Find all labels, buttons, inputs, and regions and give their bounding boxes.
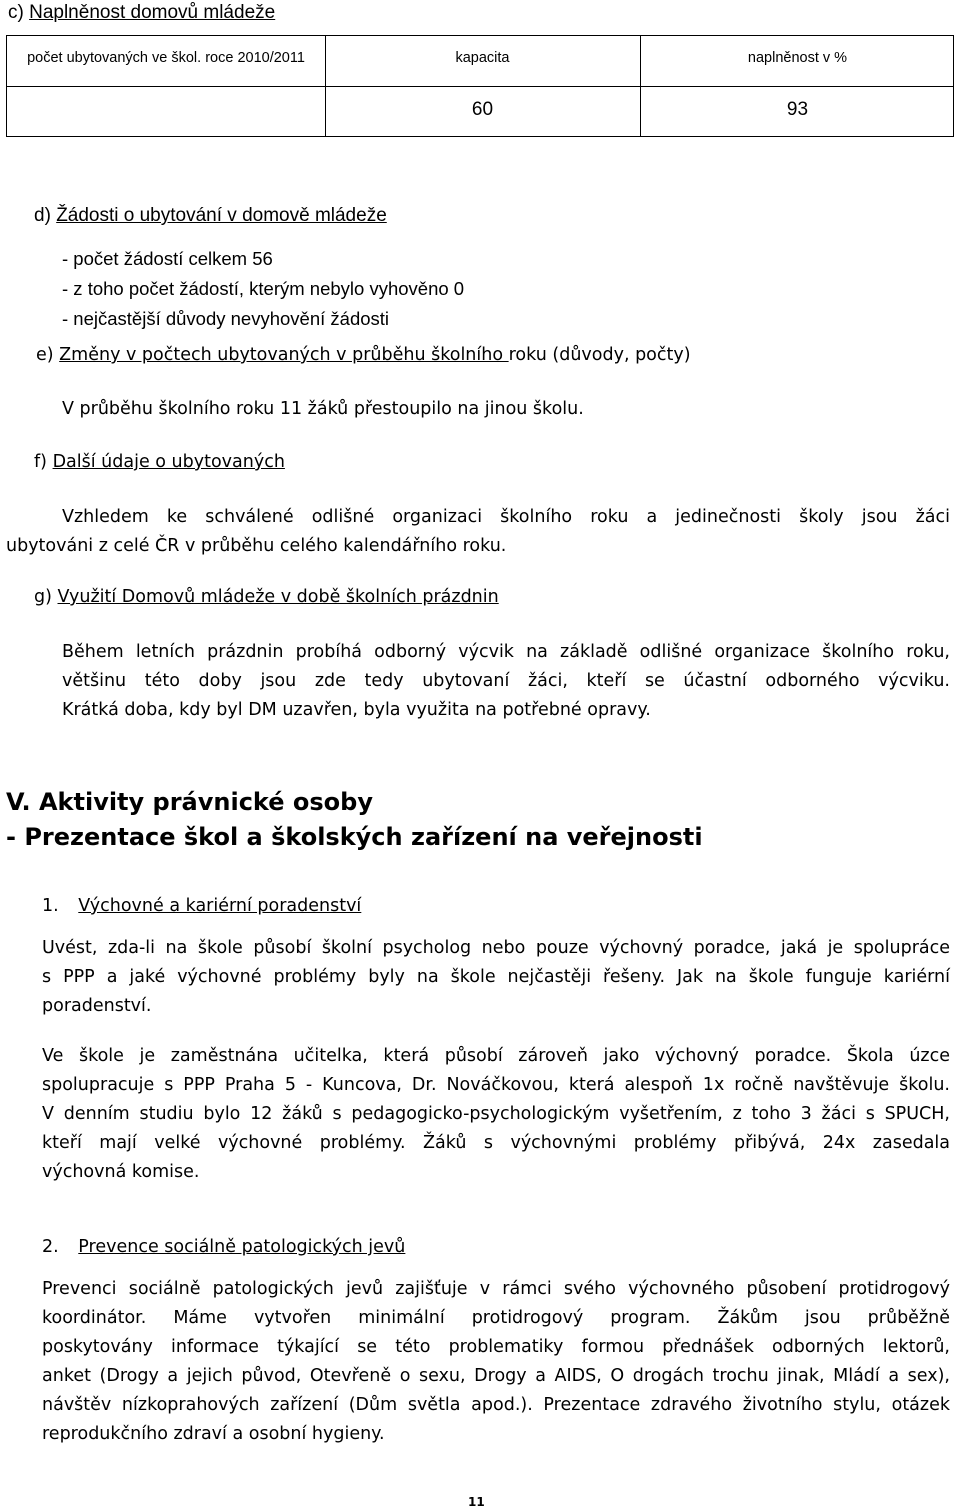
table-value-cell: 60 — [471, 99, 494, 120]
paragraph-line: většinu této doby jsou zde tedy ubytovaní žáci, kteří se účastní odborného výcviku. — [62, 671, 950, 691]
section-e-title: Změny v počtech ubytovaných v průběhu školního — [59, 345, 509, 365]
paragraph-line: kteří mají velké výchovné problémy. Žáků s výchovnými problémy přibývá, 24x zasedala — [42, 1133, 950, 1153]
paragraph-line: návštěv nízkoprahových zařízení (Dům světla apod.). Prezentace zdravého životního stylu, otázek — [42, 1395, 950, 1415]
paragraph-line: Prevenci sociálně patologických jevů zajišťuje v rámci svého výchovného působení protidrogový — [42, 1279, 950, 1299]
section-f-title: Další údaje o ubytovaných — [52, 452, 285, 472]
item-1-heading — [42, 896, 361, 916]
list-item: - počet žádostí celkem 56 — [62, 248, 273, 269]
item-1-title: Výchovné a kariérní poradenství — [78, 896, 362, 916]
paragraph-line: poradenství. — [42, 996, 152, 1016]
item-2-paragraph — [42, 1275, 950, 1449]
item-1-paragraph-2 — [42, 1042, 950, 1187]
paragraph-line: Uvést, zda-li na škole působí školní psycholog nebo pouze výchovný poradce, jaká je spolupráce — [42, 938, 950, 958]
paragraph-line: Krátká doba, kdy byl DM uzavřen, byla využita na potřebné opravy. — [62, 700, 651, 720]
paragraph-line: reprodukčního zdraví a osobní hygieny. — [42, 1424, 385, 1444]
item-1-paragraph-1 — [42, 934, 950, 1021]
table-header-cell: naplněnost v % — [747, 50, 848, 66]
section-g-title: Využití Domovů mládeže v době školních prázdnin — [57, 587, 499, 607]
paragraph-line: poskytovány informace týkající se této problematiky formou přednášek odborných lektorů, — [42, 1337, 950, 1357]
paragraph-line: Vzhledem ke schválené odlišné organizaci školního roku a jedinečnosti školy jsou žáci — [62, 507, 950, 527]
item-2-heading — [42, 1237, 405, 1257]
table-header-cell: počet ubytovaných ve škol. roce 2010/2011 — [27, 50, 305, 66]
section-e-heading — [36, 345, 691, 365]
section-g-paragraph — [62, 638, 950, 725]
section-d-title: Žádosti o ubytování v domově mládeže — [56, 205, 387, 226]
paragraph-line: výchovná komise. — [42, 1162, 200, 1182]
section-g-prefix: g) — [34, 587, 58, 607]
section-e-prefix: e) — [36, 345, 60, 365]
list-item: - z toho počet žádostí, kterým nebylo vyhověno 0 — [62, 278, 465, 299]
section-e-text: V průběhu školního roku 11 žáků přestoupilo na jinou školu. — [62, 399, 584, 419]
item-2-title: Prevence sociálně patologických jevů — [78, 1237, 406, 1257]
section-e-suffix: roku (důvody, počty) — [508, 345, 691, 365]
paragraph-line: anket (Drogy a jejich původ, Otevřeně o sexu, Drogy a AIDS, O drogách trochu jinak, Mládí a sex), — [42, 1366, 950, 1386]
paragraph-line: s PPP a jaké výchovné problémy byly na škole nejčastěji řešeny. Jak na škole funguje kariérní — [42, 967, 950, 987]
table-value-cell: 93 — [786, 99, 809, 120]
section-f-prefix: f) — [34, 452, 53, 472]
section-c-title: Naplněnost domovů mládeže — [29, 2, 276, 23]
paragraph-line: Ve škole je zaměstnána učitelka, která působí zároveň jako výchovný poradce. Škola úzce — [42, 1046, 950, 1066]
section-c-heading — [8, 2, 275, 24]
item-2-number: 2. — [42, 1237, 59, 1257]
list-item: - nejčastější důvody nevyhovění žádosti — [62, 308, 390, 329]
chapter-heading — [6, 785, 703, 855]
section-d-heading — [34, 205, 387, 227]
section-f-paragraph — [6, 503, 950, 561]
paragraph-line: V denním studiu bylo 12 žáků s pedagogicko-psychologickým vyšetřením, z toho 3 žáci s SPUCH, — [42, 1104, 950, 1124]
paragraph-line: Během letních prázdnin probíhá odborný výcvik na základě odlišné organizace školního roku, — [62, 642, 950, 662]
page-number: 11 — [468, 1495, 485, 1509]
section-d-prefix: d) — [34, 205, 57, 226]
chapter-title: V. Aktivity právnické osoby — [6, 788, 373, 816]
occupancy-table — [6, 35, 954, 137]
item-1-number: 1. — [42, 896, 59, 916]
section-f-heading — [34, 452, 285, 472]
section-g-heading — [34, 587, 499, 607]
paragraph-line: ubytováni z celé ČR v průběhu celého kalendářního roku. — [6, 536, 507, 556]
section-c-prefix: c) — [8, 2, 30, 23]
chapter-subtitle: - Prezentace škol a školských zařízení na veřejnosti — [6, 823, 703, 851]
table-header-cell: kapacita — [455, 50, 510, 66]
paragraph-line: spolupracuje s PPP Praha 5 - Kuncova, Dr. Nováčkovou, která alespoň 1x ročně navštěvuje školu. — [42, 1075, 950, 1095]
paragraph-line: koordinátor. Máme vytvořen minimální protidrogový program. Žákům jsou průběžně — [42, 1308, 950, 1328]
